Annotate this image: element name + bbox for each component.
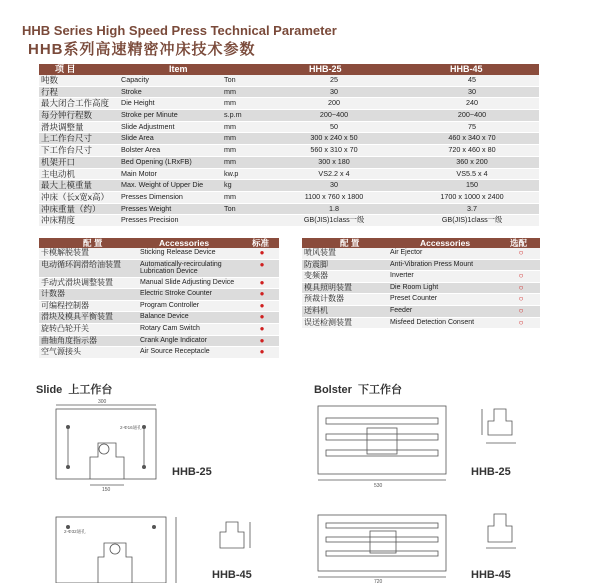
- std_accessories-row: [39, 260, 279, 278]
- spec-row: [39, 180, 539, 192]
- spec-en: Presses Weight: [121, 203, 172, 213]
- slide25-dim-top: 300: [98, 399, 107, 405]
- spec-row: [39, 122, 539, 134]
- bolster-section-label: [314, 381, 402, 397]
- spec-hhb25: 1.8: [329, 203, 339, 213]
- std_accessories-en: Manual Slide Adjusting Device: [140, 278, 235, 286]
- opt-accessories-table: [302, 238, 540, 329]
- std_accessories-mark: ●: [259, 300, 265, 310]
- opt-header-cn: 配 置: [340, 238, 360, 248]
- std_accessories-cn: 可编程控制器: [41, 300, 89, 310]
- spec-hhb45: 30: [468, 86, 476, 96]
- header-item-en: Item: [169, 64, 188, 74]
- spec-en: Stroke per Minute: [121, 110, 178, 120]
- std_accessories-cn: 计数器: [41, 289, 65, 299]
- spec-unit: mm: [224, 98, 236, 108]
- opt-header-en: Accessories: [420, 238, 471, 248]
- opt_accessories-mark: ○: [518, 271, 524, 281]
- slide-label-cn: 上工作台: [68, 384, 113, 396]
- spec-hhb45: 200~400: [457, 110, 487, 120]
- bolster-label-en: Bolster: [314, 384, 352, 396]
- std-header-en: Accessories: [159, 238, 210, 248]
- std-header-mark: 标准: [252, 238, 270, 248]
- spec-hhb45: 360 x 200: [456, 156, 488, 166]
- spec-unit: mm: [224, 191, 236, 201]
- opt_accessories-row: [302, 271, 540, 283]
- spec-hhb25: 30: [330, 86, 338, 96]
- header-item-cn: 项 目: [55, 64, 76, 74]
- std_accessories-mark: ●: [259, 248, 265, 257]
- spec-hhb45: 240: [466, 98, 478, 108]
- spec-en: Bolster Area: [121, 145, 161, 155]
- spec-table: [39, 64, 539, 227]
- spec-row: [39, 98, 539, 110]
- std_accessories-row: [39, 248, 279, 260]
- spec-cn: 机架开口: [41, 156, 76, 167]
- spec-unit: mm: [224, 156, 236, 166]
- spec-hhb25: 50: [330, 121, 338, 131]
- model-label-bolster45: HHB-45: [471, 569, 511, 581]
- spec-hhb45: 1700 x 1000 x 2400: [440, 191, 504, 201]
- spec-hhb45: GB(JIS)1class一级: [441, 215, 503, 225]
- spec-en: Stroke: [121, 86, 142, 96]
- opt-header-mark: 选配: [510, 238, 528, 248]
- opt_accessories-mark: ○: [518, 294, 524, 304]
- spec-cn: 滑块调整量: [41, 121, 84, 132]
- bolster-hhb25-drawing: [312, 400, 452, 488]
- std-accessories-header: [39, 238, 279, 248]
- spec-en: Presses Precision: [121, 215, 179, 225]
- spec-en: Slide Area: [121, 133, 154, 143]
- title-en: HHB Series High Speed Press Technical Parameter: [22, 23, 337, 38]
- std_accessories-row: [39, 336, 279, 348]
- opt_accessories-en: Feeder: [390, 306, 413, 314]
- opt_accessories-en: Preset Counter: [390, 295, 438, 303]
- slide45-note: 2-Φ32通孔: [64, 529, 86, 534]
- spec-en: Max. Weight of Upper Die: [121, 180, 204, 190]
- spec-unit: s.p.m: [224, 110, 242, 120]
- std_accessories-en: Rotary Cam Switch: [140, 324, 200, 332]
- spec-unit: Ton: [224, 75, 236, 84]
- spec-hhb45: 75: [468, 121, 476, 131]
- spec-cn: 吨数: [41, 75, 59, 85]
- std_accessories-cn: 曲轴角度指示器: [41, 335, 97, 345]
- tslot-slide45-detail: [212, 518, 257, 563]
- spec-en: Capacity: [121, 75, 149, 84]
- opt_accessories-row: [302, 283, 540, 295]
- std_accessories-en: Balance Device: [140, 313, 189, 321]
- opt_accessories-row: [302, 248, 540, 260]
- std-header-cn: 配 置: [83, 238, 103, 248]
- spec-row: [39, 87, 539, 99]
- std_accessories-row: [39, 301, 279, 313]
- bolster25-dim-bottom: 530: [374, 483, 383, 488]
- std-accessories-table: [39, 238, 279, 359]
- opt_accessories-en: Air Ejector: [390, 249, 423, 256]
- opt_accessories-row: [302, 318, 540, 330]
- std_accessories-row: [39, 347, 279, 359]
- spec-hhb25: 300 x 180: [318, 156, 350, 166]
- opt_accessories-mark: ○: [518, 248, 524, 257]
- std_accessories-row: [39, 278, 279, 290]
- spec-cn: 每分钟行程数: [41, 110, 93, 121]
- slide-hhb25-drawing: [38, 397, 178, 492]
- tslot-hhb25-detail: [478, 405, 523, 455]
- opt_accessories-row: [302, 260, 540, 272]
- std_accessories-en: Crank Angle Indicator: [140, 336, 207, 344]
- std_accessories-row: [39, 312, 279, 324]
- std_accessories-cn: 卡模解脱装置: [41, 248, 89, 257]
- title-cn: HHB系列高速精密冲床技术参数: [28, 41, 256, 58]
- spec-row: [39, 145, 539, 157]
- std_accessories-cn: 电动循环润滑给油装置: [41, 259, 121, 269]
- opt_accessories-cn: 喷风装置: [304, 248, 336, 257]
- opt_accessories-row: [302, 294, 540, 306]
- spec-unit: kw.p: [224, 168, 239, 178]
- spec-cn: 冲床重量（约）: [41, 203, 101, 214]
- std_accessories-en: Electric Stroke Counter: [140, 290, 212, 298]
- spec-hhb25: 300 x 240 x 50: [310, 133, 358, 143]
- opt_accessories-cn: 预裁计数器: [304, 294, 344, 304]
- spec-en: Main Motor: [121, 168, 157, 178]
- spec-hhb45: 150: [466, 180, 478, 190]
- opt_accessories-cn: 变频器: [304, 271, 328, 281]
- std_accessories-row: [39, 324, 279, 336]
- spec-en: Bed Opening (LRxFB): [121, 156, 192, 166]
- std_accessories-cn: 手动式滑块调整装置: [41, 277, 113, 287]
- std_accessories-row: [39, 289, 279, 301]
- spec-unit: Ton: [224, 203, 236, 213]
- std_accessories-mark: ●: [259, 277, 265, 287]
- std_accessories-en: Sticking Release Device: [140, 249, 216, 256]
- spec-hhb45: 460 x 340 x 70: [448, 133, 496, 143]
- std_accessories-mark: ●: [259, 289, 265, 299]
- opt_accessories-en: Anti-Vibration Press Mount: [390, 260, 474, 268]
- std_accessories-mark: ●: [259, 259, 265, 269]
- std_accessories-cn: 旋转凸轮开关: [41, 323, 89, 333]
- spec-hhb45: 720 x 460 x 80: [448, 145, 496, 155]
- std_accessories-mark: ●: [259, 335, 265, 345]
- spec-cn: 最大上模重量: [41, 180, 93, 191]
- opt_accessories-cn: 误送检测装置: [304, 317, 352, 327]
- bolster-label-cn: 下工作台: [358, 384, 403, 396]
- spec-row: [39, 157, 539, 169]
- model-label-bolster25: HHB-25: [471, 466, 511, 478]
- opt-accessories-header: [302, 238, 540, 248]
- spec-hhb25: 1100 x 760 x 1800: [304, 191, 364, 201]
- header-hhb25: HHB-25: [309, 64, 342, 74]
- opt_accessories-cn: 送料机: [304, 305, 328, 315]
- spec-cn: 上工作台尺寸: [41, 133, 93, 144]
- bolster-hhb45-drawing: [312, 511, 452, 583]
- spec-hhb25: 200: [328, 98, 340, 108]
- opt_accessories-mark: ○: [518, 317, 524, 327]
- slide-hhb45-drawing: [38, 513, 178, 583]
- spec-row: [39, 169, 539, 181]
- spec-row: [39, 204, 539, 216]
- spec-hhb25: VS2.2 x 4: [318, 168, 350, 178]
- header-hhb45: HHB-45: [450, 64, 483, 74]
- spec-cn: 冲床精度: [41, 215, 76, 226]
- spec-en: Presses Dimension: [121, 191, 183, 201]
- slide25-dim-bottom: 150: [102, 487, 111, 492]
- std_accessories-en: Air Source Receptacle: [140, 348, 210, 356]
- spec-hhb25: GB(JIS)1class一级: [303, 215, 365, 225]
- std_accessories-en: Program Controller: [140, 301, 200, 309]
- spec-en: Die Height: [121, 98, 155, 108]
- spec-hhb25: 200~400: [319, 110, 349, 120]
- tslot-hhb45-detail: [478, 510, 523, 555]
- spec-hhb25: 30: [330, 180, 338, 190]
- spec-cn: 下工作台尺寸: [41, 145, 93, 156]
- model-label-slide25: HHB-25: [172, 466, 212, 478]
- std_accessories-mark: ●: [259, 347, 265, 357]
- spec-unit: kg: [224, 180, 232, 190]
- spec-unit: mm: [224, 145, 236, 155]
- opt_accessories-cn: 防震脚: [304, 259, 328, 269]
- std_accessories-cn: 滑块及模具平衡装置: [41, 312, 113, 322]
- opt_accessories-en: Inverter: [390, 272, 414, 280]
- spec-unit: mm: [224, 86, 236, 96]
- spec-en: Slide Adjustment: [121, 121, 175, 131]
- spec-cn: 主电动机: [41, 168, 76, 179]
- spec-row: [39, 215, 539, 227]
- spec-row: [39, 192, 539, 204]
- spec-hhb45: VS5.5 x 4: [456, 168, 488, 178]
- spec-hhb25: 25: [330, 75, 338, 84]
- spec-cn: 行程: [41, 86, 59, 97]
- spec-hhb45: 45: [468, 75, 476, 84]
- spec-unit: mm: [224, 133, 236, 143]
- slide-label-en: Slide: [36, 384, 63, 396]
- slide-section-label: [36, 381, 112, 397]
- spec-row: [39, 110, 539, 122]
- std_accessories-mark: ●: [259, 323, 265, 333]
- std_accessories-mark: ●: [259, 312, 265, 322]
- model-label-slide45: HHB-45: [212, 569, 252, 581]
- spec-cn: 最大闭合工作高度: [41, 98, 110, 109]
- spec-unit: mm: [224, 121, 236, 131]
- std_accessories-en: Automatically-recirculating Lubrication Device: [140, 260, 222, 275]
- slide25-note: 2-Φ16通孔: [120, 425, 142, 430]
- opt_accessories-en: Misfeed Detection Consent: [390, 318, 475, 326]
- opt_accessories-cn: 模具照明装置: [304, 282, 352, 292]
- opt_accessories-mark: ○: [518, 305, 524, 315]
- opt_accessories-en: Die Room Light: [390, 283, 439, 291]
- spec-hhb25: 560 x 310 x 70: [310, 145, 358, 155]
- std_accessories-cn: 空气源接头: [41, 347, 81, 357]
- opt_accessories-row: [302, 306, 540, 318]
- bolster45-dim-bottom: 720: [374, 579, 383, 583]
- spec-row: [39, 75, 539, 87]
- opt_accessories-mark: ○: [518, 282, 524, 292]
- spec-cn: 冲床（长x宽x高）: [41, 191, 110, 202]
- spec-hhb45: 3.7: [467, 203, 477, 213]
- spec-table-header: [39, 64, 539, 75]
- spec-row: [39, 133, 539, 145]
